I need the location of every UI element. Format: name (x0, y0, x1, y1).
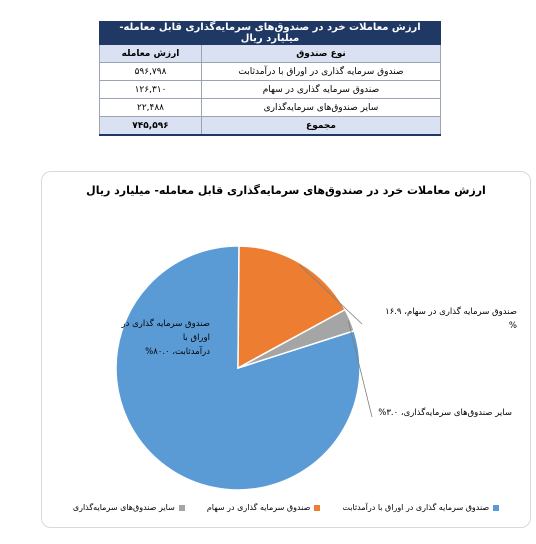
chart-title: ارزش معاملات خرد در صندوق‌های سرمایه‌گذاری قابل معامله- میلیارد ریال (86, 184, 486, 197)
legend-swatch (179, 505, 185, 511)
table-row (100, 63, 441, 81)
row-fund-name: صندوق سرمایه گذاری در اوراق با درآمدثابت (202, 63, 441, 81)
slice-label-bond-fund (100, 317, 210, 359)
total-value: ۷۴۵,۵۹۶ (100, 117, 202, 136)
table-title: ارزش معاملات خرد در صندوق‌های سرمایه‌گذاری قابل معامله- میلیارد ریال (100, 22, 441, 45)
legend-item (342, 503, 499, 512)
slice-label-line: % (508, 321, 517, 331)
row-fund-name: سایر صندوق‌های سرمایه‌گذاری (202, 99, 441, 117)
slice-label-line: صندوق سرمایه گذاری در سهام، ۱۶.۹ (385, 307, 517, 317)
slice-label-equity-fund (357, 305, 517, 333)
legend-label: سایر صندوق‌های سرمایه‌گذاری (72, 503, 175, 512)
row-trade-value: ۱۲۶,۳۱۰ (100, 81, 202, 99)
row-fund-name: صندوق سرمایه گذاری در سهام (202, 81, 441, 99)
legend-swatch (493, 505, 499, 511)
legend-swatch (314, 505, 320, 511)
table-row (100, 99, 441, 117)
slice-label-line: سایر صندوق‌های سرمایه‌گذاری، ۳.۰% (378, 408, 512, 418)
table-row (100, 81, 441, 99)
table-total-row (100, 117, 441, 136)
chart-legend (42, 503, 530, 512)
legend-label: صندوق سرمایه گذاری در اوراق با درآمدثابت (342, 503, 490, 512)
table-header-row (100, 45, 441, 63)
legend-item (73, 503, 185, 512)
row-trade-value: ۲۲,۴۸۸ (100, 99, 202, 117)
total-label: مجموع (202, 117, 441, 136)
pie-chart-panel (41, 171, 531, 528)
fund-trade-table (99, 21, 441, 136)
legend-label: صندوق سرمایه گذاری در سهام (206, 503, 311, 512)
legend-item (207, 503, 321, 512)
header-fund-type: نوع صندوق (202, 45, 441, 63)
slice-label-line: صندوق سرمایه گذاری در اوراق با (121, 319, 210, 343)
header-trade-value: ارزش معامله (100, 45, 202, 63)
slice-label-other-funds (362, 406, 512, 420)
slice-label-line: درآمدثابت، ۸۰.۰% (145, 347, 210, 357)
row-trade-value: ۵۹۶,۷۹۸ (100, 63, 202, 81)
